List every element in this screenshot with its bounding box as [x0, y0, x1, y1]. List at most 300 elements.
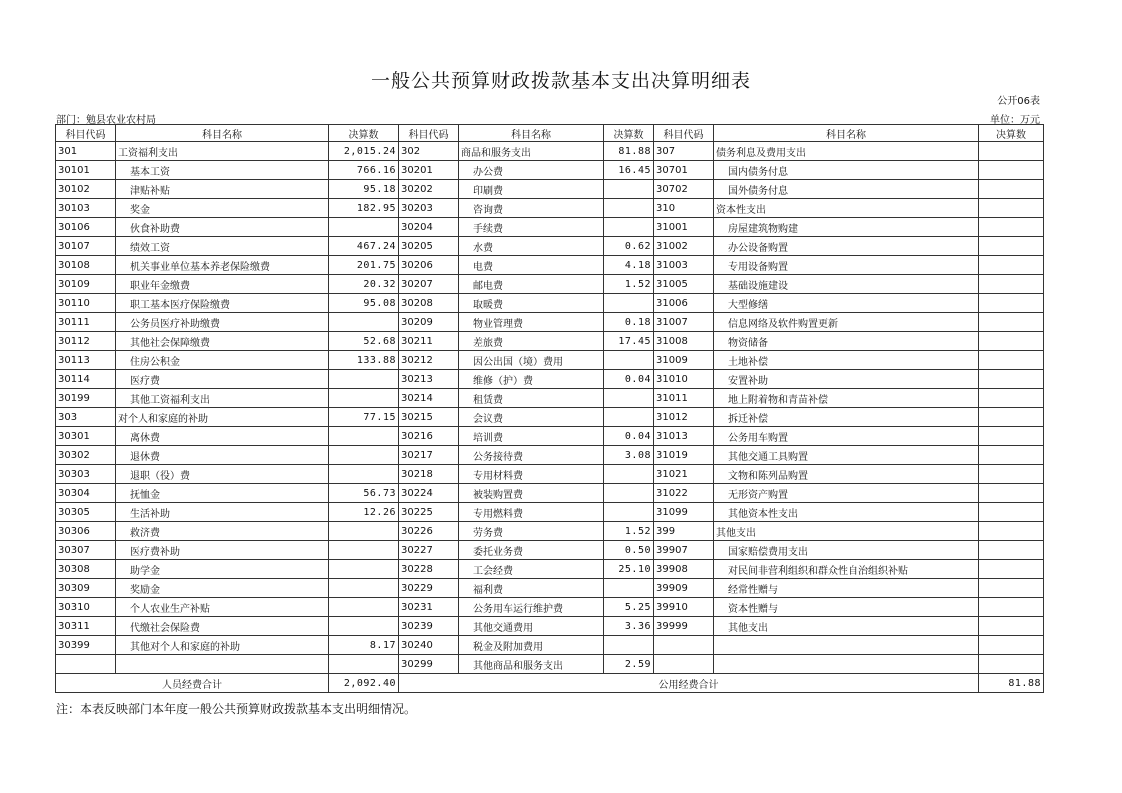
subject-code-cell: 30231: [399, 598, 459, 617]
subject-name-cell: 资本性赠与: [714, 598, 979, 617]
amount-cell: [979, 294, 1044, 313]
amount-cell: [604, 199, 654, 218]
subject-code-cell: 30307: [56, 541, 116, 560]
subject-name-cell: 职工基本医疗保险缴费: [116, 294, 329, 313]
amount-cell: [329, 655, 399, 674]
subject-code-cell: 30114: [56, 370, 116, 389]
subject-code-cell: 30107: [56, 237, 116, 256]
subject-name-cell: [116, 655, 329, 674]
amount-cell: [329, 560, 399, 579]
subject-code-cell: 303: [56, 408, 116, 427]
subject-code-cell: 31006: [654, 294, 714, 313]
subject-code-cell: 30227: [399, 541, 459, 560]
public-total-value: 81.88: [979, 674, 1044, 693]
expenditure-table: [55, 124, 1044, 693]
page-title: 一般公共预算财政拨款基本支出决算明细表: [370, 70, 751, 92]
subject-name-cell: 职业年金缴费: [116, 275, 329, 294]
subject-name-cell: 基础设施建设: [714, 275, 979, 294]
amount-cell: [604, 389, 654, 408]
subject-code-cell: 30207: [399, 275, 459, 294]
subject-code-cell: 30701: [654, 161, 714, 180]
table-row: [56, 541, 1044, 560]
amount-cell: 467.24: [329, 237, 399, 256]
amount-cell: 0.62: [604, 237, 654, 256]
amount-cell: 201.75: [329, 256, 399, 275]
amount-cell: 0.18: [604, 313, 654, 332]
table-row: [56, 617, 1044, 636]
amount-cell: [604, 465, 654, 484]
amount-cell: [329, 389, 399, 408]
amount-cell: [979, 522, 1044, 541]
amount-cell: 0.04: [604, 370, 654, 389]
subject-code-cell: 30208: [399, 294, 459, 313]
amount-cell: [979, 370, 1044, 389]
subject-code-cell: 30311: [56, 617, 116, 636]
subject-name-cell: 其他支出: [714, 617, 979, 636]
amount-cell: [979, 541, 1044, 560]
table-row: [56, 351, 1044, 370]
subject-code-cell: 307: [654, 142, 714, 161]
amount-cell: 77.15: [329, 408, 399, 427]
subject-name-cell: 专用燃料费: [459, 503, 604, 522]
subject-name-cell: 邮电费: [459, 275, 604, 294]
table-row: [56, 465, 1044, 484]
subject-code-cell: 30103: [56, 199, 116, 218]
subject-name-cell: 专用设备购置: [714, 256, 979, 275]
amount-cell: [329, 313, 399, 332]
amount-cell: [604, 636, 654, 655]
subject-code-cell: 30112: [56, 332, 116, 351]
amount-cell: [604, 579, 654, 598]
amount-cell: [979, 446, 1044, 465]
amount-cell: 95.08: [329, 294, 399, 313]
subject-code-cell: 30206: [399, 256, 459, 275]
subject-name-cell: 工会经费: [459, 560, 604, 579]
table-row: [56, 332, 1044, 351]
amount-cell: [979, 237, 1044, 256]
subject-code-cell: 30239: [399, 617, 459, 636]
amount-cell: [979, 636, 1044, 655]
subject-code-cell: 399: [654, 522, 714, 541]
amount-cell: [979, 503, 1044, 522]
subject-name-cell: 因公出国（境）费用: [459, 351, 604, 370]
amount-cell: [979, 199, 1044, 218]
header-cell: 决算数: [604, 125, 654, 142]
table-row: [56, 484, 1044, 503]
amount-cell: 8.17: [329, 636, 399, 655]
amount-cell: 56.73: [329, 484, 399, 503]
subject-code-cell: 31008: [654, 332, 714, 351]
subject-code-cell: 30213: [399, 370, 459, 389]
subject-code-cell: 30226: [399, 522, 459, 541]
amount-cell: [329, 370, 399, 389]
personnel-total-label: 人员经费合计: [56, 674, 329, 693]
amount-cell: [979, 313, 1044, 332]
subject-name-cell: 救济费: [116, 522, 329, 541]
subject-code-cell: 30309: [56, 579, 116, 598]
subject-code-cell: 31010: [654, 370, 714, 389]
header-cell: 科目代码: [56, 125, 116, 142]
subject-name-cell: 被装购置费: [459, 484, 604, 503]
subject-name-cell: 物资储备: [714, 332, 979, 351]
subject-code-cell: 30218: [399, 465, 459, 484]
subject-code-cell: 30310: [56, 598, 116, 617]
amount-cell: 17.45: [604, 332, 654, 351]
subject-name-cell: 其他交通费用: [459, 617, 604, 636]
table-row: [56, 389, 1044, 408]
amount-cell: [979, 180, 1044, 199]
amount-cell: [604, 503, 654, 522]
subject-name-cell: 会议费: [459, 408, 604, 427]
subject-name-cell: 地上附着物和青苗补偿: [714, 389, 979, 408]
subject-name-cell: 奖励金: [116, 579, 329, 598]
amount-cell: 1.52: [604, 275, 654, 294]
subject-code-cell: 30305: [56, 503, 116, 522]
subject-name-cell: 其他支出: [714, 522, 979, 541]
subject-code-cell: 31002: [654, 237, 714, 256]
subject-name-cell: 劳务费: [459, 522, 604, 541]
table-row: [56, 579, 1044, 598]
subject-code-cell: 31099: [654, 503, 714, 522]
subject-name-cell: 津贴补贴: [116, 180, 329, 199]
subject-code-cell: 30217: [399, 446, 459, 465]
subject-name-cell: 物业管理费: [459, 313, 604, 332]
subject-code-cell: 30202: [399, 180, 459, 199]
subject-code-cell: 31013: [654, 427, 714, 446]
amount-cell: [979, 161, 1044, 180]
subject-name-cell: 其他对个人和家庭的补助: [116, 636, 329, 655]
amount-cell: 0.50: [604, 541, 654, 560]
subject-name-cell: 其他商品和服务支出: [459, 655, 604, 674]
subject-code-cell: 30111: [56, 313, 116, 332]
subject-code-cell: 301: [56, 142, 116, 161]
header-cell: 科目代码: [399, 125, 459, 142]
amount-cell: [979, 332, 1044, 351]
subject-name-cell: 水费: [459, 237, 604, 256]
subject-name-cell: 税金及附加费用: [459, 636, 604, 655]
amount-cell: 16.45: [604, 161, 654, 180]
table-row: [56, 370, 1044, 389]
amount-cell: [979, 351, 1044, 370]
amount-cell: 1.52: [604, 522, 654, 541]
subject-code-cell: 31011: [654, 389, 714, 408]
subject-name-cell: 伙食补助费: [116, 218, 329, 237]
subject-code-cell: 30215: [399, 408, 459, 427]
amount-cell: 20.32: [329, 275, 399, 294]
subject-name-cell: 其他工资福利支出: [116, 389, 329, 408]
subject-name-cell: 退职（役）费: [116, 465, 329, 484]
subject-code-cell: 30304: [56, 484, 116, 503]
table-row: [56, 218, 1044, 237]
amount-cell: [979, 484, 1044, 503]
amount-cell: 3.36: [604, 617, 654, 636]
table-row: [56, 598, 1044, 617]
table-row: [56, 636, 1044, 655]
table-row: [56, 142, 1044, 161]
subject-name-cell: 国内债务付息: [714, 161, 979, 180]
subject-name-cell: [714, 655, 979, 674]
subject-name-cell: 取暖费: [459, 294, 604, 313]
subject-code-cell: 30102: [56, 180, 116, 199]
subject-name-cell: 抚恤金: [116, 484, 329, 503]
subject-code-cell: 30211: [399, 332, 459, 351]
header-cell: 科目名称: [116, 125, 329, 142]
amount-cell: [329, 218, 399, 237]
amount-cell: 0.04: [604, 427, 654, 446]
amount-cell: 52.68: [329, 332, 399, 351]
subject-name-cell: 其他资本性支出: [714, 503, 979, 522]
subject-code-cell: [56, 655, 116, 674]
subject-code-cell: 39908: [654, 560, 714, 579]
header-cell: 决算数: [979, 125, 1044, 142]
subject-name-cell: 对个人和家庭的补助: [116, 408, 329, 427]
footnote: 注：本表反映部门本年度一般公共预算财政拨款基本支出明细情况。: [56, 702, 417, 716]
subject-code-cell: [654, 636, 714, 655]
amount-cell: [329, 617, 399, 636]
subject-name-cell: 对民间非营利组织和群众性自治组织补贴: [714, 560, 979, 579]
amount-cell: [979, 218, 1044, 237]
unit-label: 单位：万元: [990, 115, 1040, 126]
subject-code-cell: 31019: [654, 446, 714, 465]
subject-name-cell: 专用材料费: [459, 465, 604, 484]
subject-name-cell: 商品和服务支出: [459, 142, 604, 161]
amount-cell: [979, 655, 1044, 674]
table-row: [56, 294, 1044, 313]
subject-name-cell: 奖金: [116, 199, 329, 218]
subject-name-cell: 公务员医疗补助缴费: [116, 313, 329, 332]
subject-code-cell: 30106: [56, 218, 116, 237]
amount-cell: [604, 351, 654, 370]
table-row: [56, 237, 1044, 256]
totals-row: [56, 674, 1044, 693]
amount-cell: [979, 142, 1044, 161]
amount-cell: 2.59: [604, 655, 654, 674]
subject-code-cell: 31012: [654, 408, 714, 427]
subject-code-cell: 30101: [56, 161, 116, 180]
subject-code-cell: 30224: [399, 484, 459, 503]
subject-name-cell: 离休费: [116, 427, 329, 446]
subject-name-cell: 其他交通工具购置: [714, 446, 979, 465]
subject-code-cell: 30216: [399, 427, 459, 446]
table-row: [56, 503, 1044, 522]
subject-name-cell: 其他社会保障缴费: [116, 332, 329, 351]
amount-cell: [979, 617, 1044, 636]
table-row: [56, 313, 1044, 332]
form-code: 公开06表: [997, 96, 1040, 107]
subject-name-cell: 信息网络及软件购置更新: [714, 313, 979, 332]
subject-name-cell: [714, 636, 979, 655]
amount-cell: [329, 541, 399, 560]
amount-cell: [979, 256, 1044, 275]
amount-cell: [604, 218, 654, 237]
subject-code-cell: 30303: [56, 465, 116, 484]
table-row: [56, 408, 1044, 427]
department-label: 部门：勉县农业农村局: [56, 115, 156, 126]
subject-name-cell: 咨询费: [459, 199, 604, 218]
subject-name-cell: 无形资产购置: [714, 484, 979, 503]
subject-code-cell: 30301: [56, 427, 116, 446]
table-row: [56, 161, 1044, 180]
subject-code-cell: 30110: [56, 294, 116, 313]
amount-cell: 81.88: [604, 142, 654, 161]
amount-cell: [979, 598, 1044, 617]
table-row: [56, 560, 1044, 579]
subject-code-cell: 30109: [56, 275, 116, 294]
subject-name-cell: 拆迁补偿: [714, 408, 979, 427]
subject-code-cell: 30308: [56, 560, 116, 579]
amount-cell: 766.16: [329, 161, 399, 180]
subject-code-cell: 302: [399, 142, 459, 161]
amount-cell: 95.18: [329, 180, 399, 199]
amount-cell: [979, 427, 1044, 446]
subject-name-cell: 福利费: [459, 579, 604, 598]
subject-code-cell: 30212: [399, 351, 459, 370]
subject-code-cell: 30214: [399, 389, 459, 408]
amount-cell: [979, 408, 1044, 427]
subject-code-cell: 30399: [56, 636, 116, 655]
subject-name-cell: 个人农业生产补贴: [116, 598, 329, 617]
amount-cell: 133.88: [329, 351, 399, 370]
subject-code-cell: 39910: [654, 598, 714, 617]
subject-name-cell: 办公设备购置: [714, 237, 979, 256]
subject-name-cell: 手续费: [459, 218, 604, 237]
subject-code-cell: 31021: [654, 465, 714, 484]
subject-name-cell: 基本工资: [116, 161, 329, 180]
subject-name-cell: 退休费: [116, 446, 329, 465]
personnel-total-value: 2,092.40: [329, 674, 399, 693]
header-cell: 科目名称: [459, 125, 604, 142]
table-row: [56, 256, 1044, 275]
subject-name-cell: 差旅费: [459, 332, 604, 351]
subject-code-cell: 30702: [654, 180, 714, 199]
subject-code-cell: 30203: [399, 199, 459, 218]
subject-name-cell: 经常性赠与: [714, 579, 979, 598]
subject-name-cell: 公务接待费: [459, 446, 604, 465]
subject-name-cell: 大型修缮: [714, 294, 979, 313]
table-row: [56, 180, 1044, 199]
subject-code-cell: 31022: [654, 484, 714, 503]
table-row: [56, 275, 1044, 294]
subject-code-cell: 31003: [654, 256, 714, 275]
subject-code-cell: 30199: [56, 389, 116, 408]
amount-cell: [979, 579, 1044, 598]
subject-name-cell: 电费: [459, 256, 604, 275]
subject-name-cell: 资本性支出: [714, 199, 979, 218]
amount-cell: 2,015.24: [329, 142, 399, 161]
subject-code-cell: 39909: [654, 579, 714, 598]
subject-name-cell: 住房公积金: [116, 351, 329, 370]
amount-cell: [604, 408, 654, 427]
subject-name-cell: 国外债务付息: [714, 180, 979, 199]
subject-name-cell: 租赁费: [459, 389, 604, 408]
header-cell: 科目代码: [654, 125, 714, 142]
subject-name-cell: 印刷费: [459, 180, 604, 199]
amount-cell: [329, 598, 399, 617]
amount-cell: [979, 465, 1044, 484]
subject-name-cell: 公务用车购置: [714, 427, 979, 446]
table-row: [56, 427, 1044, 446]
subject-code-cell: [654, 655, 714, 674]
table-header-row: [56, 125, 1044, 142]
subject-code-cell: 31007: [654, 313, 714, 332]
table-row: [56, 522, 1044, 541]
public-total-label: 公用经费合计: [399, 674, 979, 693]
subject-name-cell: 工资福利支出: [116, 142, 329, 161]
subject-code-cell: 30229: [399, 579, 459, 598]
subject-name-cell: 培训费: [459, 427, 604, 446]
subject-name-cell: 医疗费: [116, 370, 329, 389]
subject-name-cell: 绩效工资: [116, 237, 329, 256]
subject-code-cell: 30306: [56, 522, 116, 541]
subject-code-cell: 39999: [654, 617, 714, 636]
header-cell: 科目名称: [714, 125, 979, 142]
subject-name-cell: 安置补助: [714, 370, 979, 389]
subject-code-cell: 31005: [654, 275, 714, 294]
subject-code-cell: 31009: [654, 351, 714, 370]
subject-name-cell: 房屋建筑物购建: [714, 218, 979, 237]
subject-code-cell: 30209: [399, 313, 459, 332]
subject-name-cell: 机关事业单位基本养老保险缴费: [116, 256, 329, 275]
amount-cell: [329, 522, 399, 541]
amount-cell: 3.08: [604, 446, 654, 465]
header-cell: 决算数: [329, 125, 399, 142]
amount-cell: 5.25: [604, 598, 654, 617]
amount-cell: [979, 389, 1044, 408]
subject-name-cell: 生活补助: [116, 503, 329, 522]
subject-name-cell: 公务用车运行维护费: [459, 598, 604, 617]
amount-cell: [329, 427, 399, 446]
subject-code-cell: 30201: [399, 161, 459, 180]
subject-code-cell: 30108: [56, 256, 116, 275]
subject-code-cell: 30299: [399, 655, 459, 674]
amount-cell: [329, 446, 399, 465]
subject-code-cell: 30225: [399, 503, 459, 522]
subject-name-cell: 医疗费补助: [116, 541, 329, 560]
amount-cell: 4.18: [604, 256, 654, 275]
subject-code-cell: 30205: [399, 237, 459, 256]
amount-cell: [329, 579, 399, 598]
subject-code-cell: 30204: [399, 218, 459, 237]
subject-code-cell: 310: [654, 199, 714, 218]
subject-name-cell: 文物和陈列品购置: [714, 465, 979, 484]
amount-cell: [979, 275, 1044, 294]
subject-code-cell: 30240: [399, 636, 459, 655]
subject-name-cell: 助学金: [116, 560, 329, 579]
amount-cell: 25.10: [604, 560, 654, 579]
subject-name-cell: 土地补偿: [714, 351, 979, 370]
subject-code-cell: 39907: [654, 541, 714, 560]
subject-name-cell: 债务利息及费用支出: [714, 142, 979, 161]
subject-code-cell: 30113: [56, 351, 116, 370]
subject-code-cell: 31001: [654, 218, 714, 237]
amount-cell: [979, 560, 1044, 579]
subject-code-cell: 30228: [399, 560, 459, 579]
table-row: [56, 655, 1044, 674]
subject-code-cell: 30302: [56, 446, 116, 465]
table-row: [56, 446, 1044, 465]
subject-name-cell: 维修（护）费: [459, 370, 604, 389]
subject-name-cell: 国家赔偿费用支出: [714, 541, 979, 560]
subject-name-cell: 委托业务费: [459, 541, 604, 560]
amount-cell: [604, 180, 654, 199]
table-row: [56, 199, 1044, 218]
amount-cell: [329, 465, 399, 484]
subject-name-cell: 办公费: [459, 161, 604, 180]
amount-cell: 12.26: [329, 503, 399, 522]
amount-cell: [604, 294, 654, 313]
amount-cell: 182.95: [329, 199, 399, 218]
amount-cell: [604, 484, 654, 503]
